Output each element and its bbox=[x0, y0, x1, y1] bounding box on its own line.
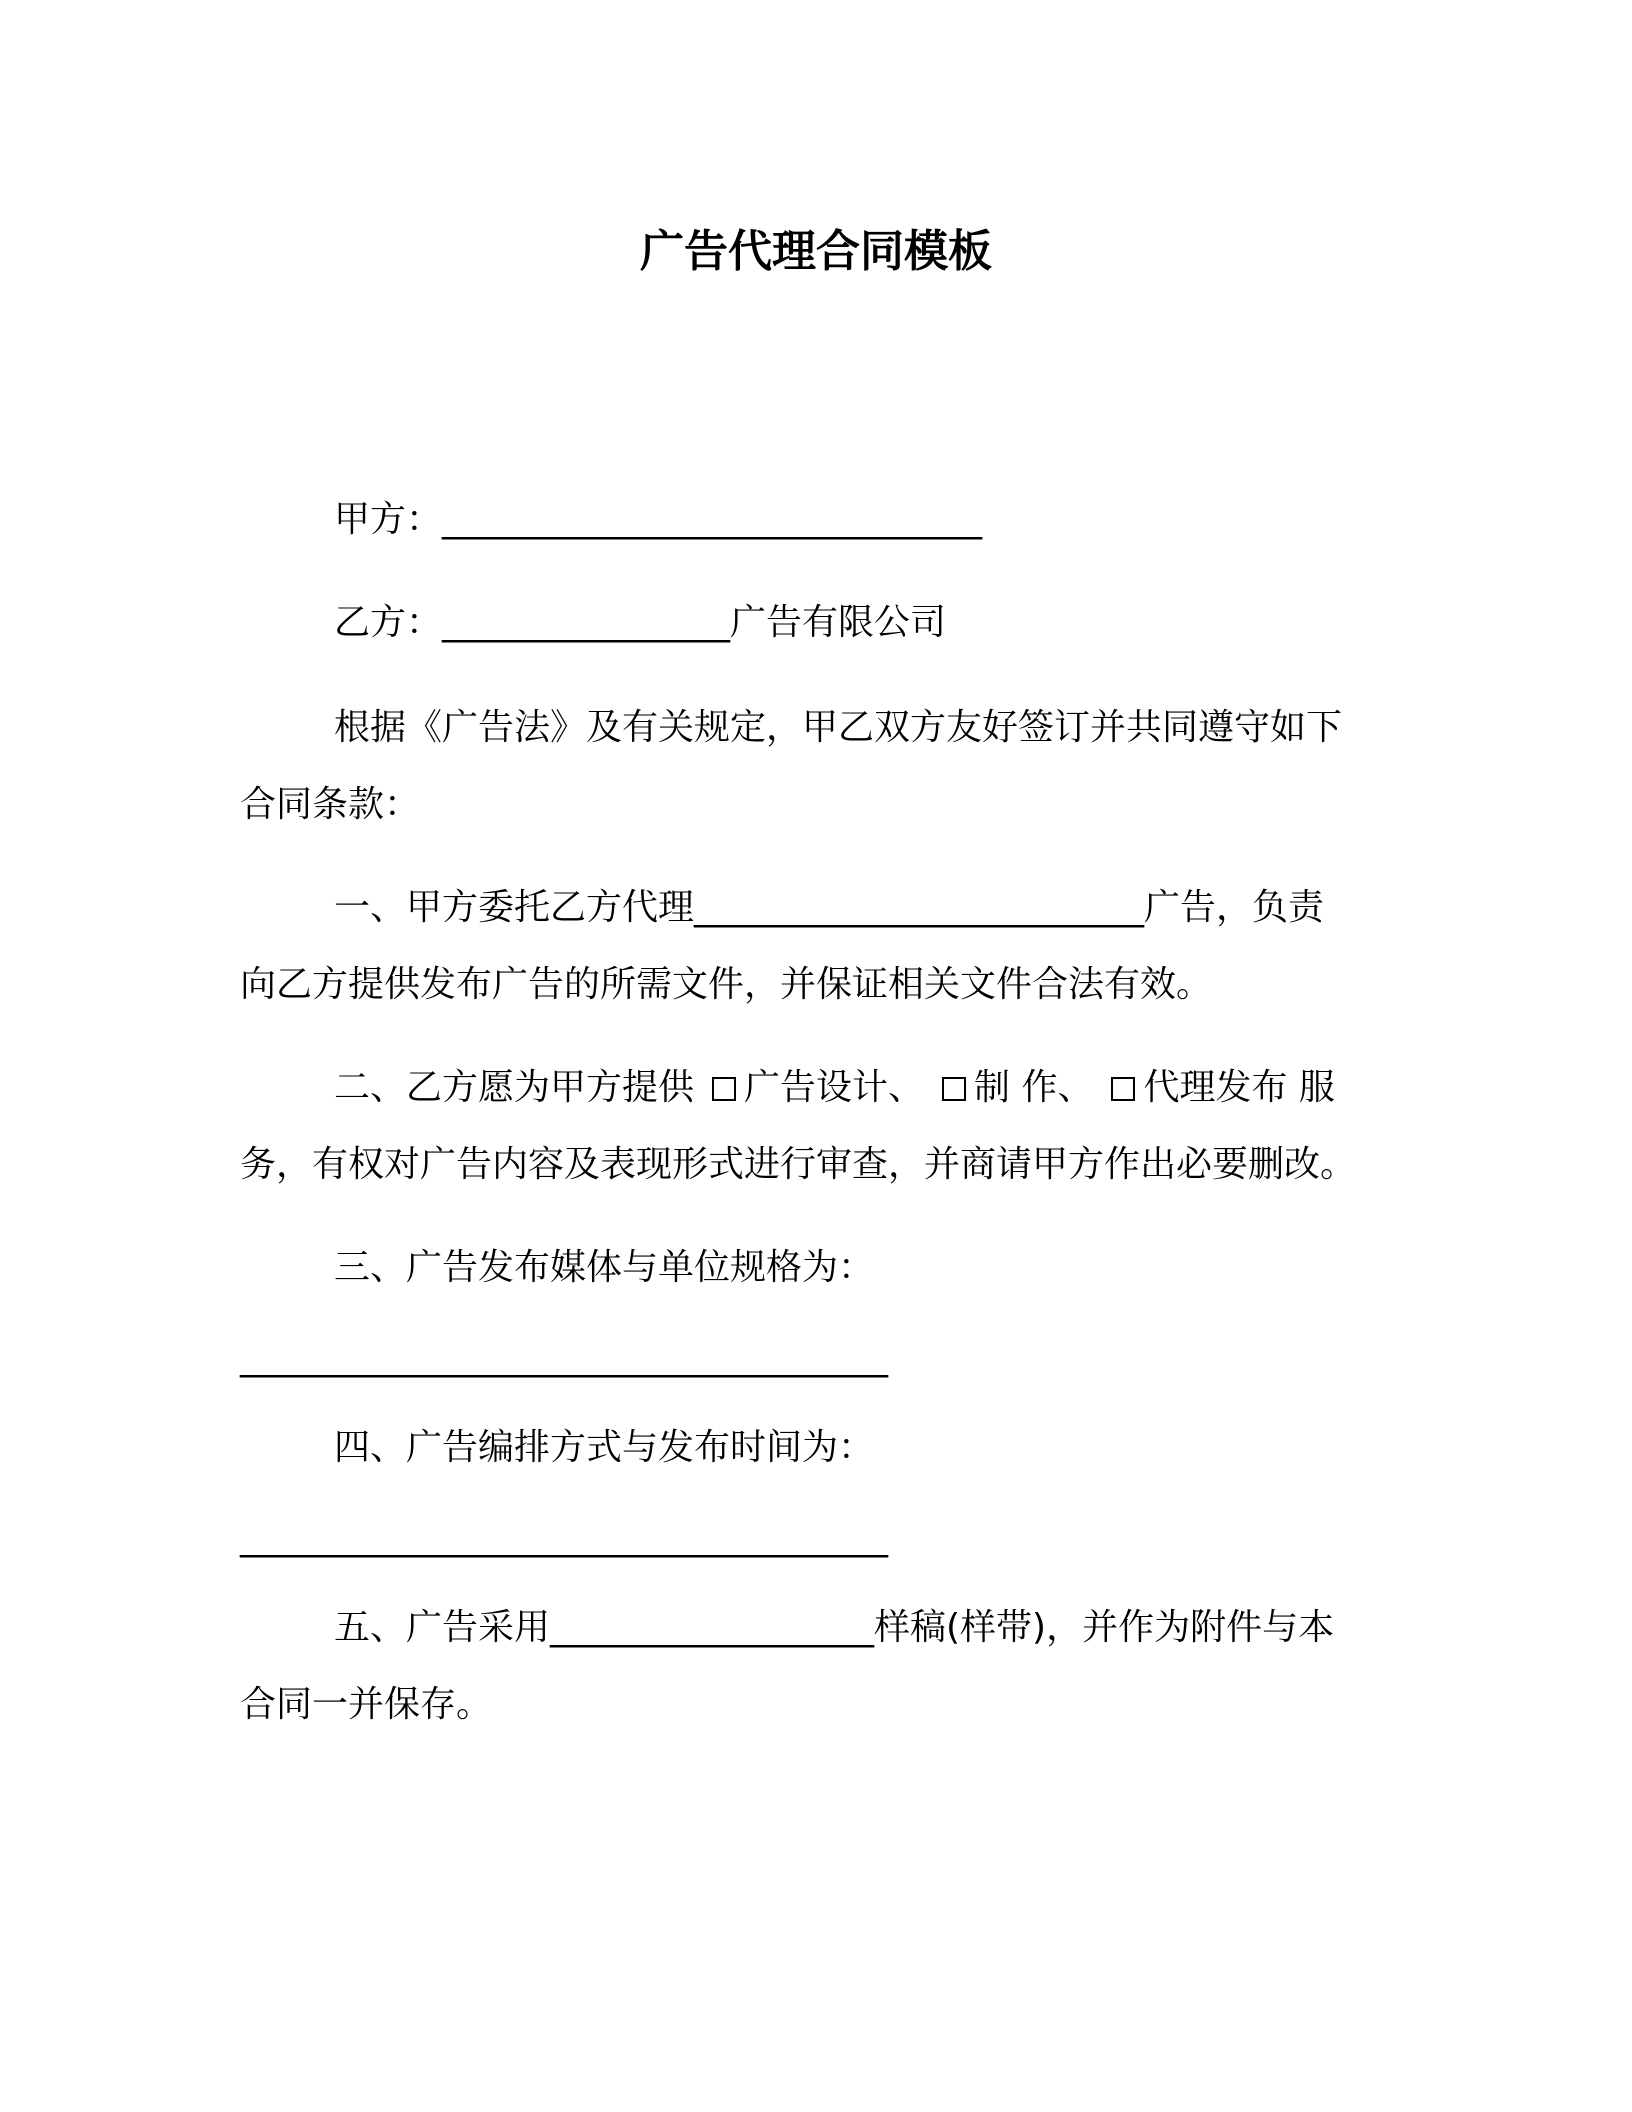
party-b-line bbox=[334, 603, 946, 643]
clause-1-suffix: 广告，负责 bbox=[1144, 887, 1325, 928]
clause-1-line-1 bbox=[334, 888, 1324, 928]
clause-5-prefix: 五、广告采用 bbox=[334, 1607, 551, 1648]
party-a-line bbox=[334, 500, 982, 540]
clause-1-prefix: 一、甲方委托乙方代理 bbox=[334, 887, 695, 928]
clause-1-blank: _________________________ bbox=[694, 887, 1145, 928]
clause-1-line-2: 向乙方提供发布广告的所需文件，并保证相关文件合法有效。 bbox=[240, 964, 1213, 1005]
production-checkbox[interactable] bbox=[942, 1077, 966, 1101]
party-b-suffix: 广告有限公司 bbox=[730, 602, 947, 643]
clause-5-blank: __________________ bbox=[550, 1607, 875, 1648]
document-title: 广告代理合同模板 bbox=[640, 226, 992, 277]
clause-3-line: 三、广告发布媒体与单位规格为： bbox=[334, 1247, 875, 1288]
clause-5-suffix: 样稿(样带)，并作为附件与本 bbox=[874, 1607, 1335, 1648]
clause-4-line: 四、广告编排方式与发布时间为： bbox=[334, 1427, 875, 1468]
party-b-label: 乙方： bbox=[334, 602, 443, 643]
clause-4-blank: ____________________________________ bbox=[240, 1517, 888, 1558]
clause-2-option-production: 制 作、 bbox=[974, 1067, 1094, 1108]
intro-line-2: 合同条款： bbox=[240, 784, 421, 825]
clause-2-option-publishing: 代理发布 服 bbox=[1143, 1067, 1335, 1108]
party-b-blank: ________________ bbox=[442, 602, 731, 643]
design-checkbox[interactable] bbox=[712, 1077, 736, 1101]
party-a-blank: ______________________________ bbox=[442, 499, 983, 540]
clause-5-line-1 bbox=[334, 1608, 1334, 1648]
intro-line-1: 根据《广告法》及有关规定，甲乙双方友好签订并共同遵守如下 bbox=[334, 707, 1343, 748]
clause-2-line-2: 务，有权对广告内容及表现形式进行审查，并商请甲方作出必要删改。 bbox=[240, 1144, 1357, 1185]
party-a-label: 甲方： bbox=[334, 499, 443, 540]
clause-2-prefix: 二、乙方愿为甲方提供 bbox=[334, 1067, 695, 1108]
clause-3-blank: ____________________________________ bbox=[240, 1337, 888, 1378]
clause-5-line-2: 合同一并保存。 bbox=[240, 1684, 493, 1725]
clause-2-line-1 bbox=[334, 1068, 1335, 1108]
publishing-checkbox[interactable] bbox=[1111, 1077, 1135, 1101]
clause-2-option-design: 广告设计、 bbox=[744, 1067, 925, 1108]
